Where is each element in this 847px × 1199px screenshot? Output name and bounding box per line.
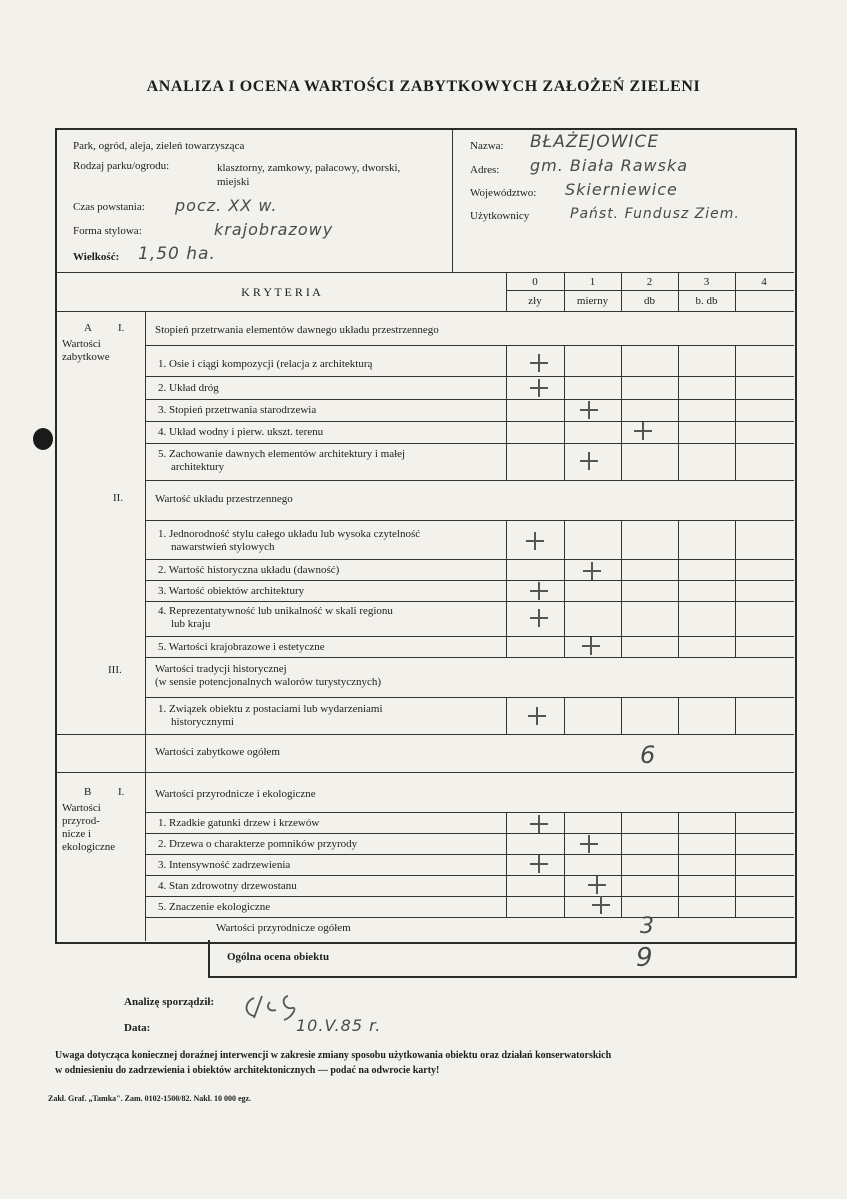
section-b-letter: B <box>84 786 92 798</box>
check-mark <box>580 835 598 853</box>
row-label: 3. Stopień przetrwania starodrzewia <box>158 404 317 416</box>
total-b-value: 3 <box>640 914 655 939</box>
overall-label: Ogólna ocena obiektu <box>227 951 330 963</box>
row-label: 2. Wartość historyczna układu (dawność) <box>158 564 340 576</box>
score-col-2-label: db <box>644 295 655 307</box>
section-b-name-2: przyrod- <box>62 815 100 827</box>
czas-label: Czas powstania: <box>73 201 145 213</box>
check-mark <box>583 562 601 580</box>
row-label: 4. Reprezentatywność lub unikalność w skali regionu <box>158 605 393 617</box>
wielkosc-value: 1,50 ha. <box>138 244 216 264</box>
rodzaj-label: Rodzaj parku/ogrodu: <box>73 160 170 172</box>
check-mark <box>580 452 598 470</box>
group-iii-1: Wartości tradycji historycznej <box>155 663 287 675</box>
group-i: Stopień przetrwania elementów dawnego układu przestrzennego <box>155 324 439 336</box>
row-b-label: 2. Drzewa o charakterze pomników przyrody <box>158 838 358 850</box>
note-line-1: Uwaga dotycząca koniecznej doraźnej interwencji w zakresie zmiany sposobu użytkowania obiektu oraz działań konserwatorskich <box>55 1050 612 1061</box>
adres-value: gm. Biała Rawska <box>530 156 689 175</box>
roman-ii: II. <box>113 492 124 504</box>
check-mark <box>530 855 548 873</box>
nazwa-value: BŁAŻEJOWICE <box>530 132 660 152</box>
row-b-label: 4. Stan zdrowotny drzewostanu <box>158 880 297 892</box>
roman-iii: III. <box>108 664 122 676</box>
score-col-1-label: mierny <box>576 295 609 307</box>
forma-label: Forma stylowa: <box>73 225 142 237</box>
check-mark <box>526 532 544 550</box>
check-mark <box>530 582 548 600</box>
check-mark <box>588 876 606 894</box>
row-label: 5. Zachowanie dawnych elementów architektury i małej <box>158 448 406 460</box>
score-col-3-num: 3 <box>703 276 710 288</box>
uzyt-value: Państ. Fundusz Ziem. <box>570 206 740 222</box>
section-b-name-4: ekologiczne <box>62 841 116 853</box>
uzyt-label: Użytkownicy <box>470 210 530 222</box>
data-value: 10.V.85 r. <box>296 1016 382 1035</box>
row-label: 3. Wartość obiektów architektury <box>158 585 305 597</box>
score-col-2-num: 2 <box>646 276 653 288</box>
total-b-label: Wartości przyrodnicze ogółem <box>216 922 351 934</box>
score-col-3-label: b. db <box>695 295 718 307</box>
kryteria-label: K R Y T E R I A <box>241 285 321 299</box>
score-col-0-num: 0 <box>532 276 538 288</box>
section-b-name-3: nicze i <box>62 828 92 840</box>
section-b-roman: I. <box>118 786 125 798</box>
check-mark <box>530 609 548 627</box>
row-label-cont: nawarstwień stylowych <box>171 541 275 553</box>
section-a-roman: I. <box>118 322 125 334</box>
score-col-1-num: 1 <box>589 276 596 288</box>
data-label: Data: <box>124 1022 151 1034</box>
row-label: 2. Układ dróg <box>158 382 219 394</box>
group-iii-2: (w sensie potencjonalnych walorów turystycznych) <box>155 676 382 688</box>
adres-label: Adres: <box>470 164 500 176</box>
row-label: 1. Osie i ciągi kompozycji (relacja z architekturą <box>158 358 373 370</box>
woj-label: Województwo: <box>470 187 537 199</box>
note-line-2: w odniesieniu do zadrzewienia i obiektów architektonicznych — podać na odwrocie karty! <box>55 1065 440 1076</box>
section-a-name-1: Wartości <box>62 338 101 350</box>
row-b-label: 1. Rzadkie gatunki drzew i krzewów <box>158 817 320 829</box>
woj-value: Skierniewice <box>565 180 678 199</box>
check-mark <box>580 401 598 419</box>
wielkosc-label: Wielkość: <box>73 251 120 263</box>
check-mark <box>582 637 600 655</box>
nazwa-label: Nazwa: <box>470 140 504 152</box>
row-label-cont: historycznymi <box>171 716 234 728</box>
print-info: Zakł. Graf. „Tamka". Zam. 0102-1500/82. Nakł. 10 000 egz. <box>48 1094 252 1103</box>
rodzaj-options-2: miejski <box>217 176 250 188</box>
group-ii: Wartość układu przestrzennego <box>155 493 293 505</box>
check-mark <box>530 354 548 372</box>
check-mark <box>528 707 546 725</box>
overall-value: 9 <box>636 943 654 973</box>
row-label: 5. Wartości krajobrazowe i estetyczne <box>158 641 325 653</box>
punch-hole <box>33 428 53 450</box>
section-a-letter: A <box>84 322 92 334</box>
park-label: Park, ogród, aleja, zieleń towarzysząca <box>73 140 245 152</box>
group-b: Wartości przyrodnicze i ekologiczne <box>155 788 316 800</box>
czas-value: pocz. XX w. <box>175 196 278 215</box>
check-mark <box>530 379 548 397</box>
row-label-cont: lub kraju <box>171 618 211 630</box>
check-mark <box>634 422 652 440</box>
check-mark <box>530 815 548 833</box>
row-label: 1. Związek obiektu z postaciami lub wydarzeniami <box>158 703 383 715</box>
check-mark <box>592 896 610 914</box>
row-label-cont: architektury <box>171 461 225 473</box>
score-col-0-label: zły <box>528 295 542 307</box>
rodzaj-options-1: klasztorny, zamkowy, pałacowy, dworski, <box>217 162 401 174</box>
section-a-name-2: zabytkowe <box>62 351 110 363</box>
row-b-label: 5. Znaczenie ekologiczne <box>158 901 271 913</box>
row-label: 1. Jednorodność stylu całego układu lub wysoka czytelność <box>158 528 421 540</box>
row-b-label: 3. Intensywność zadrzewienia <box>158 859 291 871</box>
section-b-name-1: Wartości <box>62 802 101 814</box>
total-a-value: 6 <box>640 741 657 769</box>
forma-value: krajobrazowy <box>214 220 334 239</box>
row-label: 4. Układ wodny i pierw. ukszt. terenu <box>158 426 324 438</box>
page-title: ANALIZA I OCENA WARTOŚCI ZABYTKOWYCH ZAŁOŻEŃ ZIELENI <box>146 78 701 95</box>
total-a-label: Wartości zabytkowe ogółem <box>155 746 280 758</box>
score-col-4-num: 4 <box>761 276 767 288</box>
analize-label: Analizę sporządził: <box>124 996 215 1008</box>
